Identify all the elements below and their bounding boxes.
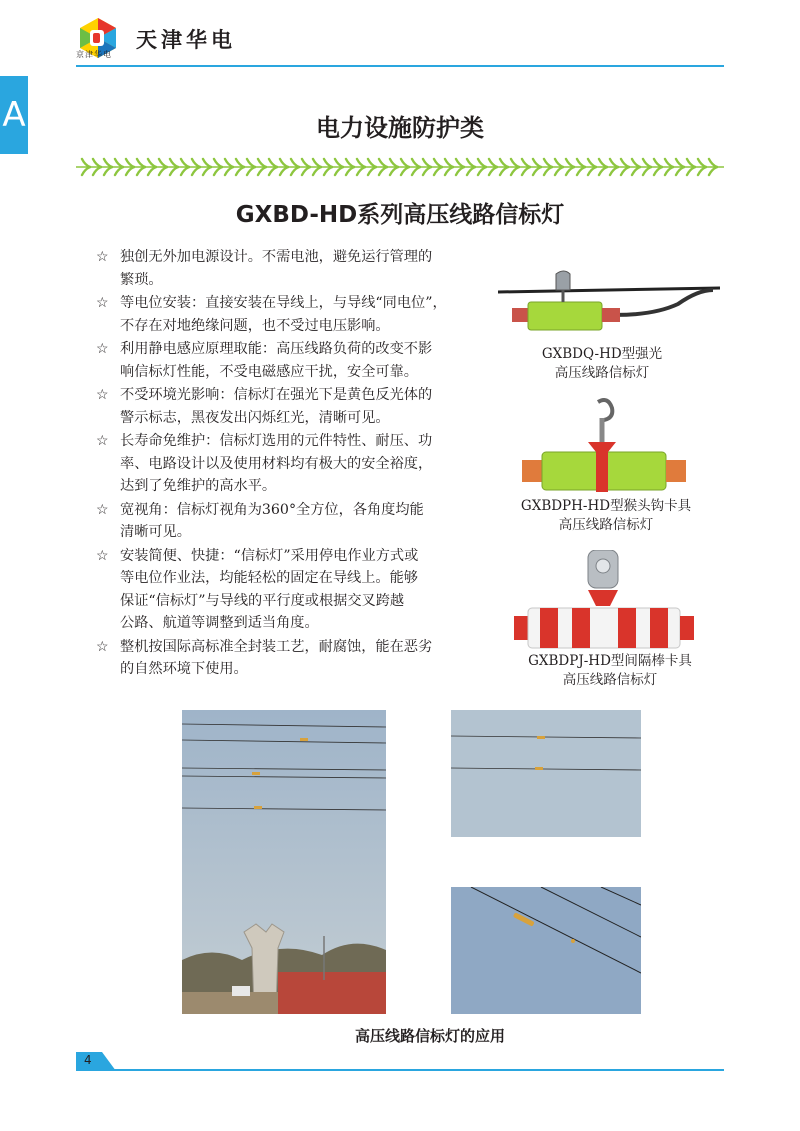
wheat-leaf	[588, 159, 596, 167]
wheat-leaf	[478, 167, 486, 175]
wheat-leaf	[401, 159, 409, 167]
feature-item: ☆ 利用静电感应原理取能：高压线路负荷的改变不影 响信标灯性能，不受电磁感应干扰，安全可靠。	[96, 338, 480, 383]
wheat-leaf	[302, 167, 310, 175]
wheat-leaf	[610, 167, 618, 175]
wheat-leaf	[247, 159, 255, 167]
product-image-gxbdq	[498, 268, 720, 340]
wheat-leaf	[489, 159, 497, 167]
star-icon: ☆	[96, 547, 109, 564]
star-icon: ☆	[96, 638, 109, 655]
wheat-leaf	[203, 159, 211, 167]
wheat-leaf	[698, 167, 706, 175]
star-icon: ☆	[96, 295, 109, 311]
wheat-leaf	[335, 159, 343, 167]
wheat-leaf	[478, 159, 486, 167]
wheat-leaf	[687, 167, 695, 175]
wheat-leaf	[511, 167, 519, 175]
wheat-leaf	[654, 167, 662, 175]
feature-item: ☆ 宽视角：信标灯视角为360°全方位，各角度均能 清晰可见。	[96, 499, 480, 544]
wheat-leaf	[324, 167, 332, 175]
header-divider	[76, 65, 724, 67]
wheat-leaf	[522, 159, 530, 167]
wheat-leaf	[115, 159, 123, 167]
wheat-leaf	[269, 159, 277, 167]
wheat-leaf	[709, 167, 717, 175]
feature-item: ☆ 整机按国际高标准全封装工艺，耐腐蚀，能在恶劣 的自然环境下使用。	[96, 636, 480, 681]
page-number: 4	[84, 1053, 92, 1067]
wheat-leaf	[192, 159, 200, 167]
wheat-leaf	[445, 159, 453, 167]
wheat-leaf	[555, 167, 563, 175]
star-icon: ☆	[96, 387, 109, 403]
wheat-leaf	[368, 167, 376, 175]
wheat-leaf	[665, 167, 673, 175]
wheat-leaf	[599, 167, 607, 175]
wheat-leaf	[181, 159, 189, 167]
star-icon: ☆	[96, 433, 109, 449]
wheat-leaf	[467, 159, 475, 167]
wheat-leaf	[621, 167, 629, 175]
wheat-leaf	[566, 167, 574, 175]
wheat-leaf	[291, 159, 299, 167]
brand-name: 天津华电	[136, 27, 236, 52]
feature-item: ☆ 不受环境光影响：信标灯在强光下是黄色反光体的 警示标志，黑夜发出闪烁红光，清晰可见。	[96, 384, 480, 429]
wheat-leaf	[104, 159, 112, 167]
wheat-leaf	[434, 159, 442, 167]
wheat-leaf	[709, 159, 717, 167]
wheat-leaf	[214, 159, 222, 167]
wheat-leaf	[93, 159, 101, 167]
wheat-leaf	[324, 159, 332, 167]
feature-item: ☆ 长寿命免维护：信标灯选用的元件特性、耐压、功 率、电路设计以及使用材料均有极大的安全裕度， 达到了免维护的高水平。	[96, 430, 480, 498]
wheat-leaf	[225, 159, 233, 167]
wheat-leaf	[522, 167, 530, 175]
application-photo-sky-lines	[451, 710, 641, 837]
feature-list	[96, 246, 480, 682]
wheat-leaf	[489, 167, 497, 175]
wheat-leaf	[401, 167, 409, 175]
wheat-leaf	[225, 167, 233, 175]
wheat-leaf	[148, 167, 156, 175]
wheat-leaf	[566, 159, 574, 167]
wheat-leaf	[698, 159, 706, 167]
wheat-leaf	[357, 167, 365, 175]
wheat-leaf	[82, 159, 90, 167]
wheat-leaf	[379, 167, 387, 175]
product-caption-gxbdq: GXBDQ-HD型强光 高压线路信标灯	[541, 346, 663, 381]
wheat-leaf	[346, 167, 354, 175]
wheat-leaf	[643, 159, 651, 167]
wheat-leaf	[214, 167, 222, 175]
wheat-leaf	[104, 167, 112, 175]
application-photo-closeup	[451, 887, 641, 1014]
footer-divider	[100, 1069, 724, 1071]
wheat-leaf	[467, 167, 475, 175]
wheat-leaf	[159, 159, 167, 167]
wheat-leaf	[82, 167, 90, 175]
wheat-leaf	[170, 159, 178, 167]
wheat-leaf	[115, 167, 123, 175]
category-title: 电力设施防护类	[316, 114, 484, 142]
wheat-leaf	[357, 159, 365, 167]
product-caption-gxbdpj: GXBDPJ-HD型间隔棒卡具 高压线路信标灯	[528, 653, 692, 688]
wheat-leaf	[434, 167, 442, 175]
wheat-leaf	[687, 159, 695, 167]
wheat-leaf	[445, 167, 453, 175]
product-title: GXBD-HD系列高压线路信标灯	[235, 202, 565, 228]
wheat-leaf	[643, 167, 651, 175]
product-image-gxbdph	[522, 398, 686, 492]
wheat-leaf	[313, 167, 321, 175]
wheat-leaf	[313, 159, 321, 167]
wheat-leaf	[665, 159, 673, 167]
wheat-leaf	[632, 159, 640, 167]
wheat-leaf	[126, 167, 134, 175]
application-photo-tower-lines	[182, 710, 386, 1014]
wheat-leaf	[632, 167, 640, 175]
section-tab: A	[0, 76, 28, 154]
wheat-leaf	[621, 159, 629, 167]
wheat-leaf	[291, 167, 299, 175]
wheat-leaf	[610, 159, 618, 167]
wheat-leaf	[423, 167, 431, 175]
wheat-leaf	[412, 167, 420, 175]
wheat-leaf	[533, 167, 541, 175]
wheat-leaf	[126, 159, 134, 167]
wheat-leaf	[368, 159, 376, 167]
wheat-leaf	[258, 167, 266, 175]
wheat-leaf	[247, 167, 255, 175]
wheat-leaf	[676, 167, 684, 175]
wheat-leaf	[500, 159, 508, 167]
wheat-leaf	[390, 159, 398, 167]
wheat-leaf	[137, 159, 145, 167]
wheat-leaf	[236, 159, 244, 167]
wheat-leaf	[302, 159, 310, 167]
wheat-leaf	[577, 167, 585, 175]
wheat-leaf	[93, 167, 101, 175]
feature-item: ☆ 独创无外加电源设计。不需电池，避免运行管理的 繁琐。	[96, 246, 480, 291]
feature-item: ☆ 等电位安装：直接安装在导线上，与导线“同电位”， 不存在对地绝缘问题，也不受过电压影响。	[96, 292, 480, 337]
wheat-leaf	[533, 159, 541, 167]
wheat-leaf	[412, 159, 420, 167]
wheat-leaf	[335, 167, 343, 175]
logo-caption: 京津华电	[76, 50, 112, 59]
wheat-leaf	[588, 167, 596, 175]
wheat-leaf	[346, 159, 354, 167]
wheat-leaf	[379, 159, 387, 167]
wheat-leaf	[280, 167, 288, 175]
wheat-leaf	[676, 159, 684, 167]
wheat-leaf	[555, 159, 563, 167]
wheat-leaf	[544, 159, 552, 167]
wheat-leaf	[511, 159, 519, 167]
product-image-gxbdpj	[514, 550, 694, 650]
wheat-leaf	[159, 167, 167, 175]
product-caption-gxbdph: GXBDPH-HD型猴头钩卡具 高压线路信标灯	[520, 498, 692, 533]
wheat-leaf	[181, 167, 189, 175]
wheat-leaf	[170, 167, 178, 175]
wheat-leaf	[236, 167, 244, 175]
wheat-leaf	[599, 159, 607, 167]
feature-item: ☆ 安装简便、快捷：“信标灯”采用停电作业方式或 等电位作业法，均能轻松的固定在导线上。能够 保证“信标灯”与导线的平行度或根据交叉跨越 公路、航道等调整到适当角度。	[96, 545, 480, 635]
wheat-leaf	[137, 167, 145, 175]
application-caption: 高压线路信标灯的应用	[354, 1027, 505, 1045]
wheat-leaf	[456, 159, 464, 167]
wheat-leaf	[654, 159, 662, 167]
wheat-leaf	[258, 159, 266, 167]
star-icon: ☆	[96, 341, 109, 357]
wheat-leaf	[269, 167, 277, 175]
wheat-leaf	[203, 167, 211, 175]
star-icon: ☆	[96, 501, 109, 518]
wheat-leaf	[280, 159, 288, 167]
wheat-leaf	[500, 167, 508, 175]
wheat-divider	[76, 156, 724, 178]
wheat-leaf	[148, 159, 156, 167]
wheat-leaf	[390, 167, 398, 175]
star-icon: ☆	[96, 249, 109, 265]
wheat-leaf	[577, 159, 585, 167]
wheat-leaf	[456, 167, 464, 175]
wheat-leaf	[423, 159, 431, 167]
wheat-leaf	[192, 167, 200, 175]
wheat-leaf	[544, 167, 552, 175]
